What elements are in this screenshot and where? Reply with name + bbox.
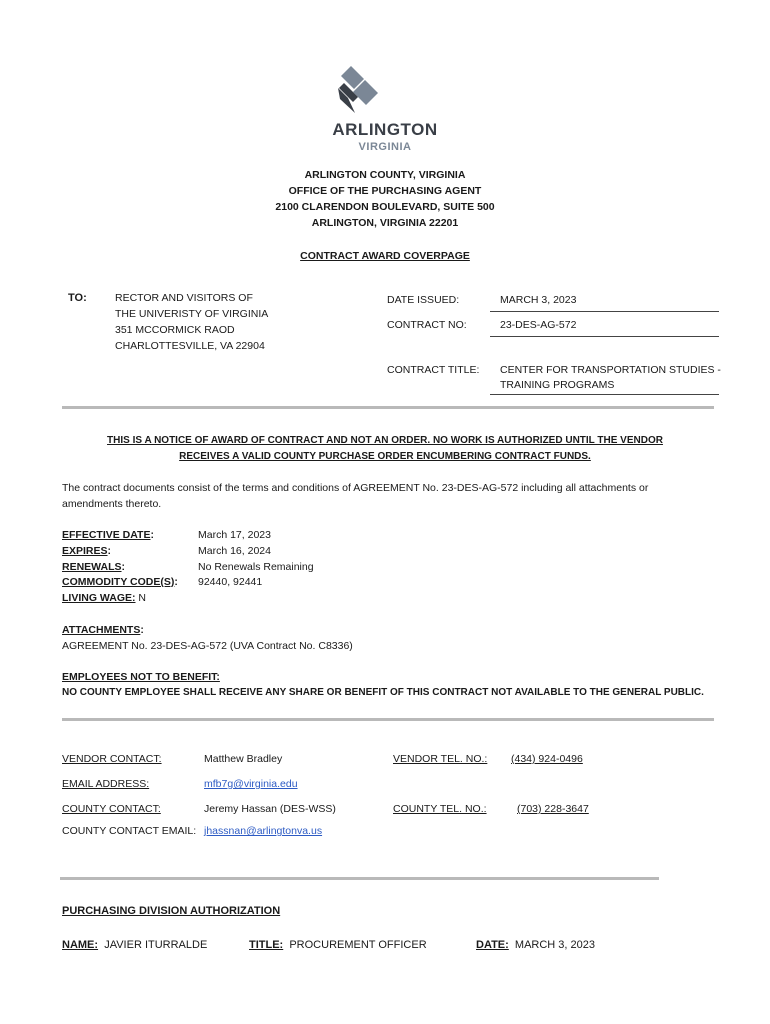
county-email-link[interactable]: jhassnan@arlingtonva.us (204, 825, 323, 837)
county-tel-label: COUNTY TEL. NO.: (393, 803, 487, 815)
vendor-contact-value: Matthew Bradley (204, 753, 283, 765)
renewals-label: RENEWALS: (62, 561, 126, 573)
county-contact-value: Jeremy Hassan (DES-WSS) (204, 803, 336, 815)
contract-no-underline (490, 336, 719, 337)
commodity-code-label: COMMODITY CODE(S): (62, 576, 178, 588)
contract-title-value: CENTER FOR TRANSPORTATION STUDIES - (500, 364, 721, 376)
header-line-3: 2100 CLARENDON BOULEVARD, SUITE 500 (275, 201, 495, 213)
contract-no-label: CONTRACT NO: (387, 319, 467, 331)
arlington-logo-mark (334, 66, 384, 114)
signer-title: TITLE: PROCUREMENT OFFICER (249, 939, 427, 951)
header-line-4: ARLINGTON, VIRGINIA 22201 (311, 217, 459, 229)
to-label: TO: (68, 292, 87, 304)
to-address-line: RECTOR AND VISITORS OF (115, 292, 253, 304)
section-divider (60, 877, 659, 880)
section-divider (62, 406, 714, 409)
renewals-value: No Renewals Remaining (198, 561, 314, 573)
employees-label: EMPLOYEES NOT TO BENEFIT: (62, 671, 220, 683)
vendor-email-link[interactable]: mfb7g@virginia.edu (204, 778, 298, 790)
date-issued-value: MARCH 3, 2023 (500, 294, 577, 306)
date-issued-label: DATE ISSUED: (387, 294, 460, 306)
logo-wordmark: ARLINGTON (332, 120, 438, 139)
date-issued-underline (490, 311, 719, 312)
to-address-line: THE UNIVERISTY OF VIRGINIA (115, 308, 269, 320)
header-line-1: ARLINGTON COUNTY, VIRGINIA (304, 169, 466, 181)
notice-line-2: RECEIVES A VALID COUNTY PURCHASE ORDER ENCUMBERING CONTRACT FUNDS. (179, 451, 591, 462)
to-address-line: 351 MCCORMICK RAOD (115, 324, 235, 336)
expires-label: EXPIRES: (62, 545, 112, 557)
vendor-tel-value: (434) 924-0496 (511, 753, 583, 765)
living-wage: LIVING WAGE: N (62, 592, 147, 604)
attachments-value: AGREEMENT No. 23-DES-AG-572 (UVA Contract No. C8336) (62, 640, 353, 652)
effective-date-label: EFFECTIVE DATE: (62, 529, 154, 541)
logo-subtitle: VIRGINIA (358, 141, 412, 153)
contract-title-underline (490, 394, 719, 395)
contract-title-label: CONTRACT TITLE: (387, 364, 480, 376)
vendor-contact-label: VENDOR CONTACT: (62, 753, 162, 765)
contract-title-value-2: TRAINING PROGRAMS (500, 379, 615, 391)
county-tel-value: (703) 228-3647 (517, 803, 589, 815)
county-contact-email-label: COUNTY CONTACT EMAIL: (62, 825, 197, 837)
signer-name: NAME: JAVIER ITURRALDE (62, 939, 208, 951)
authorization-heading: PURCHASING DIVISION AUTHORIZATION (62, 905, 281, 917)
to-address-line: CHARLOTTESVILLE, VA 22904 (115, 340, 265, 352)
contract-documents-text-2: amendments thereto. (62, 498, 162, 510)
section-divider (62, 718, 714, 721)
attachments-label: ATTACHMENTS: (62, 624, 144, 636)
email-address-label: EMAIL ADDRESS: (62, 778, 150, 790)
commodity-code-value: 92440, 92441 (198, 576, 263, 588)
vendor-tel-label: VENDOR TEL. NO.: (393, 753, 488, 765)
notice-line-1: THIS IS A NOTICE OF AWARD OF CONTRACT AND NOT AN ORDER. NO WORK IS AUTHORIZED UNTIL THE VENDOR (107, 435, 663, 446)
header-line-2: OFFICE OF THE PURCHASING AGENT (288, 185, 482, 197)
contract-no-value: 23-DES-AG-572 (500, 319, 577, 331)
effective-date-value: March 17, 2023 (198, 529, 271, 541)
document-title: CONTRACT AWARD COVERPAGE (300, 250, 470, 262)
employees-text: NO COUNTY EMPLOYEE SHALL RECEIVE ANY SHARE OR BENEFIT OF THIS CONTRACT NOT AVAILABLE TO THE GENERAL PUBLIC. (62, 687, 704, 698)
contract-documents-text: The contract documents consist of the terms and conditions of AGREEMENT No. 23-DES-AG-572 including all attachments or (62, 482, 649, 494)
expires-value: March 16, 2024 (198, 545, 271, 557)
county-contact-label: COUNTY CONTACT: (62, 803, 161, 815)
signature-date: DATE: MARCH 3, 2023 (476, 939, 596, 951)
